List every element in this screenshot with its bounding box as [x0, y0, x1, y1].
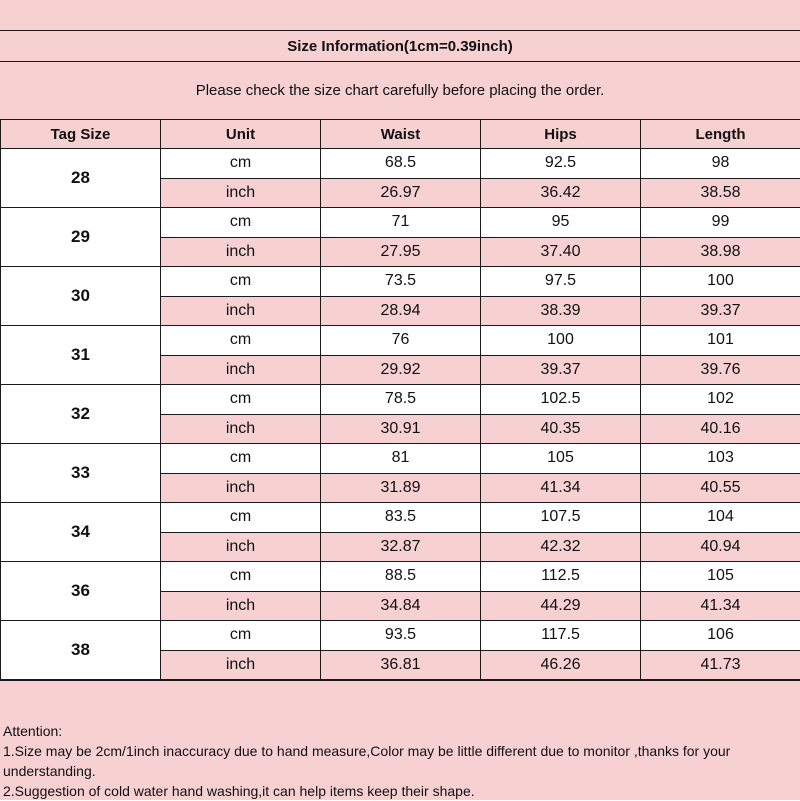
hips-cell: 39.37	[481, 355, 641, 385]
hips-cell: 112.5	[481, 562, 641, 592]
waist-cell: 76	[321, 326, 481, 356]
unit-cell: inch	[161, 591, 321, 621]
table-row	[1, 208, 800, 238]
table-row	[1, 149, 800, 179]
unit-cell: cm	[161, 444, 321, 474]
unit-cell: inch	[161, 296, 321, 326]
waist-cell: 71	[321, 208, 481, 238]
length-cell: 102	[641, 385, 800, 415]
tag-size-cell: 28	[1, 149, 161, 208]
length-cell: 40.94	[641, 532, 800, 562]
length-cell: 106	[641, 621, 800, 651]
waist-cell: 29.92	[321, 355, 481, 385]
hips-cell: 107.5	[481, 503, 641, 533]
hips-cell: 44.29	[481, 591, 641, 621]
unit-cell: inch	[161, 237, 321, 267]
hips-cell: 117.5	[481, 621, 641, 651]
tag-size-cell: 38	[1, 621, 161, 680]
column-header-unit: Unit	[161, 120, 321, 149]
header-row	[1, 120, 800, 149]
hips-cell: 100	[481, 326, 641, 356]
tag-size-cell: 33	[1, 444, 161, 503]
chart-title: Size Information(1cm=0.39inch)	[0, 30, 800, 61]
length-cell: 40.16	[641, 414, 800, 444]
unit-cell: inch	[161, 473, 321, 503]
waist-cell: 73.5	[321, 267, 481, 297]
tag-size-cell: 34	[1, 503, 161, 562]
length-cell: 100	[641, 267, 800, 297]
length-cell: 101	[641, 326, 800, 356]
attention-notes	[0, 680, 800, 800]
unit-cell: inch	[161, 178, 321, 208]
unit-cell: cm	[161, 149, 321, 179]
column-header-waist: Waist	[321, 120, 481, 149]
waist-cell: 28.94	[321, 296, 481, 326]
attention-note-1: 1.Size may be 2cm/1inch inaccuracy due to hand measure,Color may be little different due to monitor ,thanks for your understanding.	[3, 741, 798, 781]
waist-cell: 32.87	[321, 532, 481, 562]
length-cell: 38.58	[641, 178, 800, 208]
unit-cell: cm	[161, 326, 321, 356]
length-cell: 104	[641, 503, 800, 533]
length-cell: 103	[641, 444, 800, 474]
table-row	[1, 562, 800, 592]
hips-cell: 95	[481, 208, 641, 238]
unit-cell: cm	[161, 385, 321, 415]
unit-cell: inch	[161, 414, 321, 444]
length-cell: 105	[641, 562, 800, 592]
unit-cell: cm	[161, 562, 321, 592]
hips-cell: 105	[481, 444, 641, 474]
hips-cell: 37.40	[481, 237, 641, 267]
unit-cell: inch	[161, 355, 321, 385]
size-table	[0, 119, 800, 680]
waist-cell: 31.89	[321, 473, 481, 503]
waist-cell: 34.84	[321, 591, 481, 621]
length-cell: 41.73	[641, 650, 800, 680]
unit-cell: cm	[161, 503, 321, 533]
table-row	[1, 444, 800, 474]
unit-cell: cm	[161, 208, 321, 238]
hips-cell: 42.32	[481, 532, 641, 562]
column-header-length: Length	[641, 120, 800, 149]
unit-cell: cm	[161, 621, 321, 651]
hips-cell: 41.34	[481, 473, 641, 503]
length-cell: 39.76	[641, 355, 800, 385]
unit-cell: cm	[161, 267, 321, 297]
length-cell: 40.55	[641, 473, 800, 503]
length-cell: 98	[641, 149, 800, 179]
size-table-body	[1, 149, 800, 680]
table-row	[1, 503, 800, 533]
waist-cell: 83.5	[321, 503, 481, 533]
hips-cell: 40.35	[481, 414, 641, 444]
table-row	[1, 621, 800, 651]
tag-size-cell: 31	[1, 326, 161, 385]
waist-cell: 93.5	[321, 621, 481, 651]
unit-cell: inch	[161, 532, 321, 562]
tag-size-cell: 30	[1, 267, 161, 326]
tag-size-cell: 32	[1, 385, 161, 444]
waist-cell: 30.91	[321, 414, 481, 444]
attention-heading: Attention:	[3, 721, 798, 741]
tag-size-cell: 36	[1, 562, 161, 621]
waist-cell: 26.97	[321, 178, 481, 208]
length-cell: 38.98	[641, 237, 800, 267]
hips-cell: 97.5	[481, 267, 641, 297]
tag-size-cell: 29	[1, 208, 161, 267]
waist-cell: 27.95	[321, 237, 481, 267]
length-cell: 39.37	[641, 296, 800, 326]
waist-cell: 36.81	[321, 650, 481, 680]
waist-cell: 78.5	[321, 385, 481, 415]
length-cell: 41.34	[641, 591, 800, 621]
waist-cell: 68.5	[321, 149, 481, 179]
hips-cell: 36.42	[481, 178, 641, 208]
table-row	[1, 326, 800, 356]
column-header-tag-size: Tag Size	[1, 120, 161, 149]
hips-cell: 102.5	[481, 385, 641, 415]
unit-cell: inch	[161, 650, 321, 680]
hips-cell: 38.39	[481, 296, 641, 326]
length-cell: 99	[641, 208, 800, 238]
table-row	[1, 267, 800, 297]
hips-cell: 46.26	[481, 650, 641, 680]
chart-subtitle: Please check the size chart carefully before placing the order.	[0, 61, 800, 119]
column-header-hips: Hips	[481, 120, 641, 149]
waist-cell: 88.5	[321, 562, 481, 592]
table-row	[1, 385, 800, 415]
attention-note-2: 2.Suggestion of cold water hand washing,it can help items keep their shape.	[3, 781, 798, 801]
waist-cell: 81	[321, 444, 481, 474]
hips-cell: 92.5	[481, 149, 641, 179]
